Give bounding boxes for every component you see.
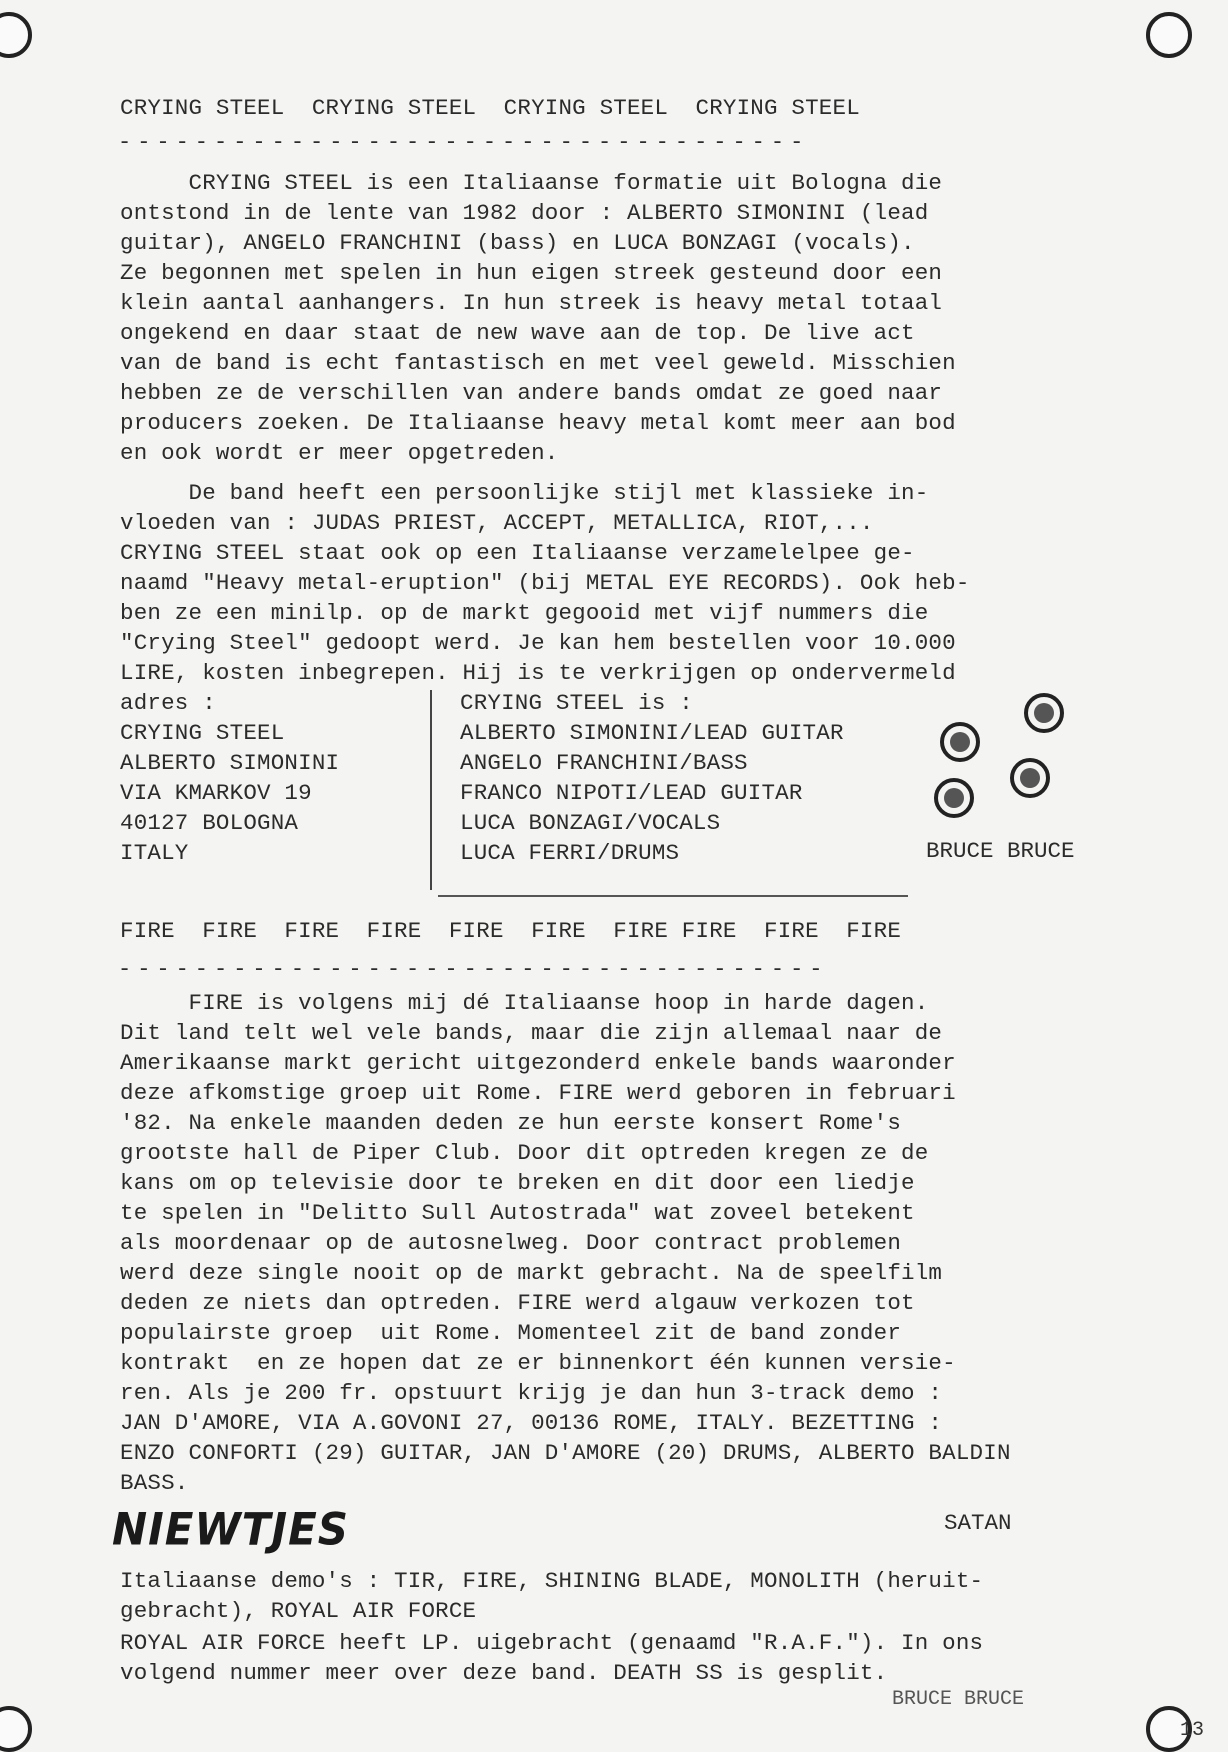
decorative-circle-icon (940, 722, 980, 762)
divider-horizontal (438, 895, 908, 897)
fire-dashes: ------------------------------------- (118, 957, 829, 982)
niewtjes-heading: NIEWTJES (112, 1503, 350, 1556)
document-page: CRYING STEEL CRYING STEEL CRYING STEEL CRYING STEEL ------------------------------------ CRYING STEEL is een Italiaanse formatie uit Bologna die ontstond in de lente van 1982 door : ALBERTO SIMONINI (lead guitar), ANGELO FRANCHINI (bass) en LUCA BONZAGI (vocals). Ze begonnen met spelen in hun eigen streek gesteund door een klein aantal aanhangers. In hun streek is heavy metal totaal ongekend en daar staat de new wave aan de top. De live act van de band is echt fantastisch en met veel geweld. Misschien hebben ze de verschillen van andere bands omdat ze goed naar producers zoeken. De Italiaanse heavy metal komt meer aan bod en ook wordt er meer opgetreden. De band heeft een persoonlijke stijl met klassieke in- vloeden van : JUDAS PRIEST, ACCEPT, METALLICA, RIOT,... CRYING STEEL staat ook op een Italiaanse verzamelelpee ge- naamd "Heavy metal-eruption" (bij METAL EYE RECORDS). Ook heb- ben ze een minilp. op de markt gegooid met vijf nummers die "Crying Steel" gedoopt werd. Je kan hem bestellen voor 10.000 LIRE, kosten inbegrepen. Hij is te verkrijgen op ondervermeld adres : CRYING STEEL ALBERTO SIMONINI VIA KMARKOV 19 40127 BOLOGNA ITALY CRYING STEEL is : ALBERTO SIMONINI/LEAD GUITAR ANGELO FRANCHINI/BASS FRANCO NIPOTI/LEAD GUITAR LUCA BONZAGI/VOCALS LUCA FERRI/DRUMS BRUCE BRUCE FIRE FIRE FIRE FIRE FIRE FIRE FIRE FIRE FIRE FIRE ------------------------------------- FIRE is volgens mij dé Italiaanse hoop in harde dagen. Dit land telt wel vele bands, maar die zijn allemaal naar de Amerikaanse markt gericht uitgezonderd enkele bands waaronder deze afkomstige groep uit Rome. FIRE werd geboren in februari '82. Na enkele maanden deden ze hun eerste konsert Rome's grootste hall de Piper Club. Door dit optreden kregen ze de kans om op televisie door te breken en dit door een liedje te spelen in "Delitto Sull Autostrada" wat zoveel betekent als moordenaar op de autosnelweg. Door contract problemen werd deze single nooit op de markt gebracht. Na de speelfilm deden ze niets dan optreden. FIRE werd algauw verkozen tot populairste groep uit Rome. Momenteel zit de band zonder kontrakt en ze hopen dat ze er binnenkort één kunnen versie- ren. Als je 200 fr. opstuurt krijg je dan hun 3-track demo : JAN D'AMORE, VIA A.GOVONI 27, 00136 ROME, ITALY. BEZETTING : ENZO CONFORTI (29) GUITAR, JAN D'AMORE (20) DRUMS, ALBERTO BALDIN BASS. SATAN NIEWTJES Italiaanse demo's : TIR, FIRE, SHINING BLADE, MONOLITH (heruit- gebracht), ROYAL AIR FORCE ROYAL AIR FORCE heeft LP. uigebracht (genaamd "R.A.F."). In ons volgend nummer meer over deze band. DEATH SS is gesplit. BRUCE BRUCE 13 (0, 0, 1228, 1746)
decorative-circle-icon (1010, 758, 1050, 798)
divider-vertical (430, 690, 432, 890)
punch-hole-top-left (0, 12, 32, 58)
fire-author: SATAN (944, 1510, 1012, 1536)
crying-steel-author: BRUCE BRUCE (926, 838, 1075, 864)
decorative-circle-icon (1024, 693, 1064, 733)
crying-steel-dashes: ------------------------------------ (118, 130, 810, 155)
crying-steel-heading: CRYING STEEL CRYING STEEL CRYING STEEL CRYING STEEL (120, 95, 860, 121)
punch-hole-top-right (1146, 12, 1192, 58)
fire-heading: FIRE FIRE FIRE FIRE FIRE FIRE FIRE FIRE FIRE FIRE (120, 918, 902, 944)
punch-hole-bottom-left (0, 1706, 32, 1752)
decorative-circle-icon (934, 778, 974, 818)
niewtjes-author: BRUCE BRUCE (892, 1688, 1025, 1711)
page-number: 13 (1179, 1719, 1204, 1742)
